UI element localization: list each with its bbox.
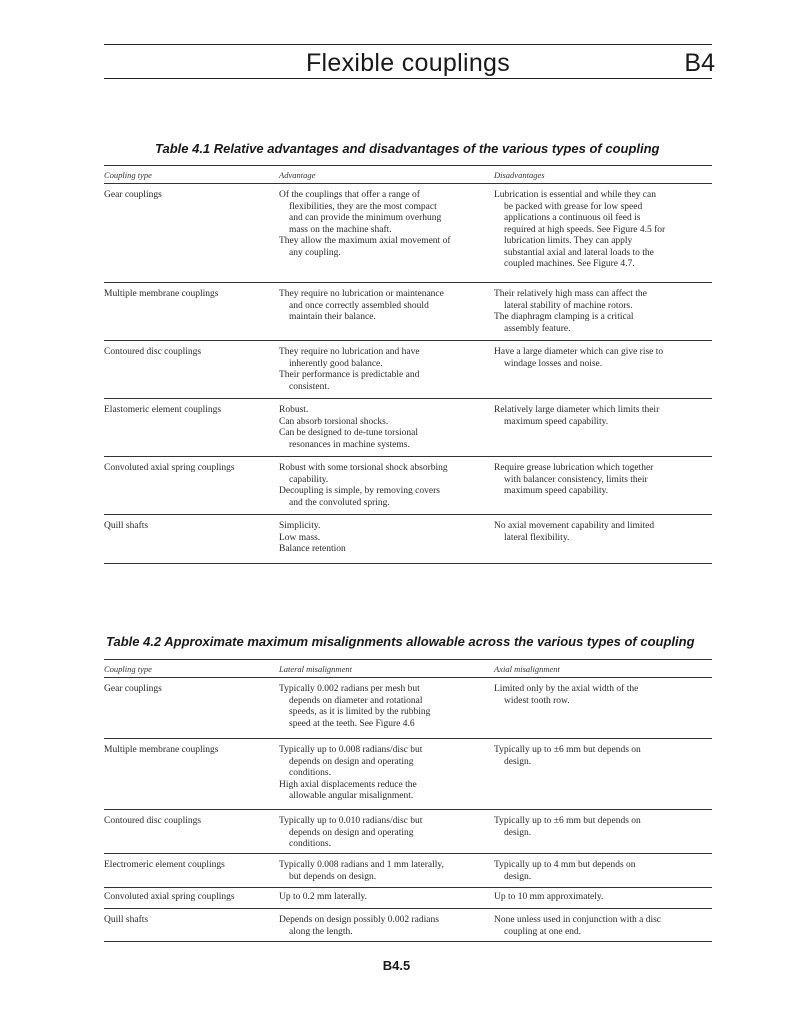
text-line: coupled machines. See Figure 4.7. <box>504 259 635 269</box>
text-line: widest tooth row. <box>504 695 570 706</box>
text-line: maintain their balance. <box>289 312 376 322</box>
coupling-type: Contoured disc couplings <box>104 347 202 357</box>
text-line: Their performance is predictable and <box>279 370 420 380</box>
text-line: maximum speed capability. <box>504 416 609 427</box>
disadvantage-cell <box>494 190 710 271</box>
text-line: assembly feature. <box>504 323 571 334</box>
header-bottom-rule <box>104 78 712 79</box>
page-number: B4.5 <box>382 958 411 973</box>
text-line: flexibilities, they are the most compact <box>289 201 437 212</box>
coupling-type: Convoluted axial spring couplings <box>104 463 235 473</box>
text-line: Lubrication is essential and while they can <box>494 190 656 200</box>
table2-caption: Table 4.2 Approximate maximum misalignments allowable across the various types of coupling <box>106 634 695 649</box>
lateral-cell <box>279 892 479 904</box>
coupling-type: Multiple membrane couplings <box>104 289 219 299</box>
text-line: capability. <box>289 474 329 485</box>
text-line: and once correctly assembled should <box>289 300 429 311</box>
coupling-type: Quill shafts <box>104 915 149 925</box>
table1-header-advantage: Advantage <box>279 170 316 180</box>
text-line: along the length. <box>289 926 353 937</box>
text-line: Relatively large diameter which limits their <box>494 405 660 415</box>
disadvantage-cell <box>494 463 710 498</box>
text-line: Low mass. <box>279 532 321 543</box>
text-line: They allow the maximum axial movement of <box>279 236 451 246</box>
text-line: lateral flexibility. <box>504 532 570 543</box>
text-line: The diaphragm clamping is a critical <box>494 312 634 322</box>
text-line: but depends on design. <box>289 871 377 882</box>
table-row <box>104 888 712 908</box>
text-line: Robust. <box>279 405 309 415</box>
advantage-cell <box>279 463 479 509</box>
text-line: coupling at one end. <box>504 926 582 937</box>
text-line: depends on diameter and rotational <box>289 695 423 706</box>
text-line: any coupling. <box>289 247 341 258</box>
text-line: depends on design and operating <box>289 756 414 767</box>
table-row <box>104 341 712 398</box>
text-line: High axial displacements reduce the <box>279 779 417 790</box>
table2-header-axial: Axial misalignment <box>494 664 560 674</box>
table2-header-row <box>104 660 712 677</box>
disadvantage-cell <box>494 289 710 335</box>
table2-bottom-rule <box>104 941 712 942</box>
axial-cell <box>494 915 710 938</box>
text-line: design. <box>504 756 532 767</box>
table1-header-disadvantages: Disadvantages <box>494 170 545 180</box>
table-row <box>104 515 712 563</box>
table-row <box>104 283 712 340</box>
advantage-cell <box>279 347 479 393</box>
text-line: consistent. <box>289 381 330 392</box>
text-line: Typically up to ±6 mm but depends on <box>494 816 641 826</box>
disadvantage-cell <box>494 405 710 428</box>
text-line: Typically up to 0.008 radians/disc but <box>279 745 423 755</box>
text-line: Typically up to 0.010 radians/disc but <box>279 816 423 826</box>
table-row <box>104 854 712 887</box>
text-line: speeds, as it is limited by the rubbing <box>289 707 431 717</box>
coupling-type: Contoured disc couplings <box>104 816 202 826</box>
text-line: conditions. <box>289 839 331 849</box>
coupling-type: Electromeric element couplings <box>104 860 225 870</box>
text-line: Limited only by the axial width of the <box>494 684 639 694</box>
text-line: Typically 0.002 radians per mesh but <box>279 684 420 694</box>
disadvantage-cell <box>494 347 710 370</box>
text-line: Can absorb torsional shocks. <box>279 416 389 427</box>
section-code: B4 <box>684 49 715 77</box>
text-line: Typically 0.008 radians and 1 mm laterally, <box>279 860 444 870</box>
advantage-cell <box>279 405 479 451</box>
axial-cell <box>494 816 710 839</box>
axial-cell <box>494 745 710 768</box>
lateral-cell <box>279 684 479 730</box>
coupling-type: Elastomeric element couplings <box>104 405 222 415</box>
coupling-type: Quill shafts <box>104 521 149 531</box>
lateral-cell <box>279 816 479 851</box>
advantage-cell <box>279 190 479 259</box>
text-line: be packed with grease for low speed <box>504 201 643 212</box>
text-line: Up to 10 mm approximately. <box>494 892 604 902</box>
text-line: They require no lubrication and have <box>279 347 420 357</box>
text-line: design. <box>504 871 532 882</box>
text-line: lateral stability of machine rotors. <box>504 300 633 311</box>
table-row <box>104 457 712 514</box>
axial-cell <box>494 684 710 707</box>
text-line: conditions. <box>289 768 331 778</box>
coupling-type: Gear couplings <box>104 190 162 200</box>
text-line: Depends on design possibly 0.002 radians <box>279 915 439 925</box>
lateral-cell <box>279 860 479 883</box>
advantage-cell <box>279 289 479 324</box>
text-line: Robust with some torsional shock absorbing <box>279 463 448 473</box>
text-line: and the convoluted spring. <box>289 497 390 508</box>
table2-header-lateral: Lateral misalignment <box>279 664 352 674</box>
text-line: maximum speed capability. <box>504 486 609 496</box>
text-line: Require grease lubrication which together <box>494 463 654 473</box>
text-line: lubrication limits. They can apply <box>504 236 633 246</box>
coupling-type: Gear couplings <box>104 684 162 694</box>
table1-header-row <box>104 166 712 183</box>
coupling-type: Convoluted axial spring couplings <box>104 892 235 902</box>
text-line: Their relatively high mass can affect the <box>494 289 647 299</box>
axial-cell <box>494 860 710 883</box>
text-line: windage losses and noise. <box>504 358 603 369</box>
text-line: design. <box>504 827 532 838</box>
text-line: allowable angular misalignment. <box>289 791 414 801</box>
text-line: No axial movement capability and limited <box>494 521 655 531</box>
advantage-cell <box>279 521 479 556</box>
text-line: with balancer consistency, limits their <box>504 474 648 485</box>
text-line: Balance retention <box>279 544 346 554</box>
text-line: Can be designed to de-tune torsional <box>279 428 419 438</box>
lateral-cell <box>279 915 479 938</box>
table-row <box>104 739 712 809</box>
text-line: depends on design and operating <box>289 827 414 838</box>
table-row <box>104 810 712 853</box>
text-line: speed at the teeth. See Figure 4.6 <box>289 718 415 729</box>
table1-caption: Table 4.1 Relative advantages and disadvantages of the various types of coupling <box>155 141 660 156</box>
text-line: substantial axial and lateral loads to the <box>504 247 654 258</box>
text-line: and can provide the minimum overhung <box>289 213 442 223</box>
table-row <box>104 909 712 941</box>
text-line: Up to 0.2 mm laterally. <box>279 892 368 902</box>
text-line: Typically up to ±6 mm but depends on <box>494 745 641 755</box>
lateral-cell <box>279 745 479 803</box>
text-line: They require no lubrication or maintenance <box>279 289 444 299</box>
page-title: Flexible couplings <box>305 49 511 77</box>
table1 <box>104 165 712 564</box>
table-row <box>104 399 712 456</box>
table-row <box>104 678 712 738</box>
text-line: resonances in machine systems. <box>289 439 410 450</box>
table-row <box>104 184 712 282</box>
text-line: Decoupling is simple, by removing covers <box>279 486 440 496</box>
text-line: Of the couplings that offer a range of <box>279 190 420 200</box>
table2 <box>104 659 712 942</box>
axial-cell <box>494 892 710 904</box>
coupling-type: Multiple membrane couplings <box>104 745 219 755</box>
text-line: None unless used in conjunction with a disc <box>494 915 662 925</box>
text-line: required at high speeds. See Figure 4.5 for <box>504 224 666 235</box>
text-line: Have a large diameter which can give rise to <box>494 347 664 357</box>
text-line: inherently good balance. <box>289 358 383 369</box>
table1-header-type: Coupling type <box>104 170 152 180</box>
text-line: mass on the machine shaft. <box>289 224 392 235</box>
text-line: Typically up to 4 mm but depends on <box>494 860 636 870</box>
disadvantage-cell <box>494 521 710 544</box>
table2-header-type: Coupling type <box>104 664 152 674</box>
header-top-rule <box>104 44 712 45</box>
text-line: Simplicity. <box>279 521 321 531</box>
table1-bottom-rule <box>104 563 712 564</box>
text-line: applications a continuous oil feed is <box>504 213 641 223</box>
